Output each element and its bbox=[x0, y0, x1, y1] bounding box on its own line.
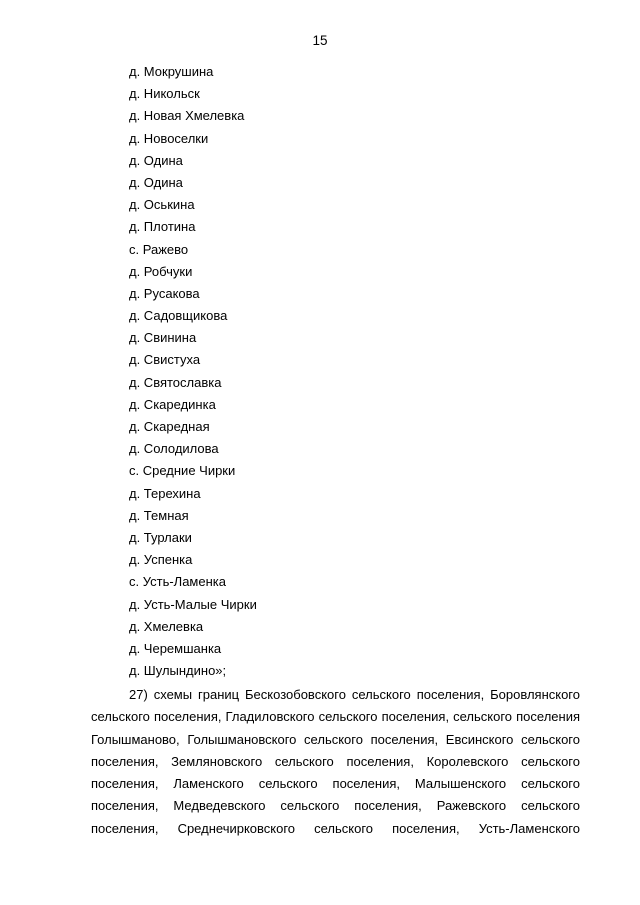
list-item: д. Усть-Малые Чирки bbox=[129, 596, 257, 612]
list-item: д. Мокрушина bbox=[129, 64, 214, 79]
list-item: д. Плотина bbox=[129, 219, 196, 235]
list-item: д. Терехина bbox=[129, 485, 201, 501]
paragraph-line: сельского поселения, Гладиловского сельского поселения, сельского поселения bbox=[91, 709, 580, 725]
list-item: д. Темная bbox=[129, 507, 189, 523]
list-item: д. Садовщикова bbox=[129, 308, 228, 324]
list-item: д. Новоселки bbox=[129, 130, 209, 146]
list-item: д. Солодилова bbox=[129, 441, 219, 457]
paragraph-line: поселения, Медведевского сельского поселения, Ражевского сельского bbox=[91, 798, 580, 814]
list-item: с. Усть-Ламенка bbox=[129, 574, 226, 590]
paragraph-line: 27) схемы границ Бескозобовского сельского поселения, Боровлянского bbox=[129, 687, 580, 702]
page-number: 15 bbox=[312, 33, 328, 48]
list-item: д. Хмелевка bbox=[129, 618, 204, 634]
paragraph-line: Голышманово, Голышмановского сельского поселения, Евсинского сельского bbox=[91, 731, 580, 747]
list-item: д. Скаредная bbox=[129, 419, 210, 434]
list-item: д. Никольск bbox=[129, 86, 200, 102]
list-item: д. Одина bbox=[129, 174, 183, 190]
list-item: д. Одина bbox=[129, 152, 183, 168]
list-item: д. Русакова bbox=[129, 285, 200, 301]
list-item: д. Черемшанка bbox=[129, 640, 222, 656]
body-paragraph bbox=[91, 684, 580, 840]
list-item: д. Новая Хмелевка bbox=[129, 108, 245, 124]
list-item: д. Оськина bbox=[129, 197, 195, 213]
list-item: д. Свистуха bbox=[129, 352, 201, 368]
list-item: с. Средние Чирки bbox=[129, 463, 236, 479]
list-item: д. Шулындино»; bbox=[129, 663, 227, 679]
list-item: с. Ражево bbox=[129, 241, 189, 257]
paragraph-line: поселения, Земляновского сельского поселения, Королевского сельского bbox=[91, 753, 580, 769]
list-item: д. Святославка bbox=[129, 374, 222, 390]
list-item: д. Свинина bbox=[129, 330, 197, 346]
paragraph-line: поселения, Среднечирковского сельского поселения, Усть-Ламенского bbox=[91, 820, 580, 836]
list-item: д. Робчуки bbox=[129, 263, 193, 279]
settlement-list bbox=[129, 62, 257, 683]
list-item: д. Успенка bbox=[129, 552, 193, 568]
list-item: д. Турлаки bbox=[129, 529, 192, 545]
list-item: д. Скарединка bbox=[129, 396, 216, 412]
paragraph-line: поселения, Ламенского сельского поселения, Малышенского сельского bbox=[91, 776, 580, 792]
